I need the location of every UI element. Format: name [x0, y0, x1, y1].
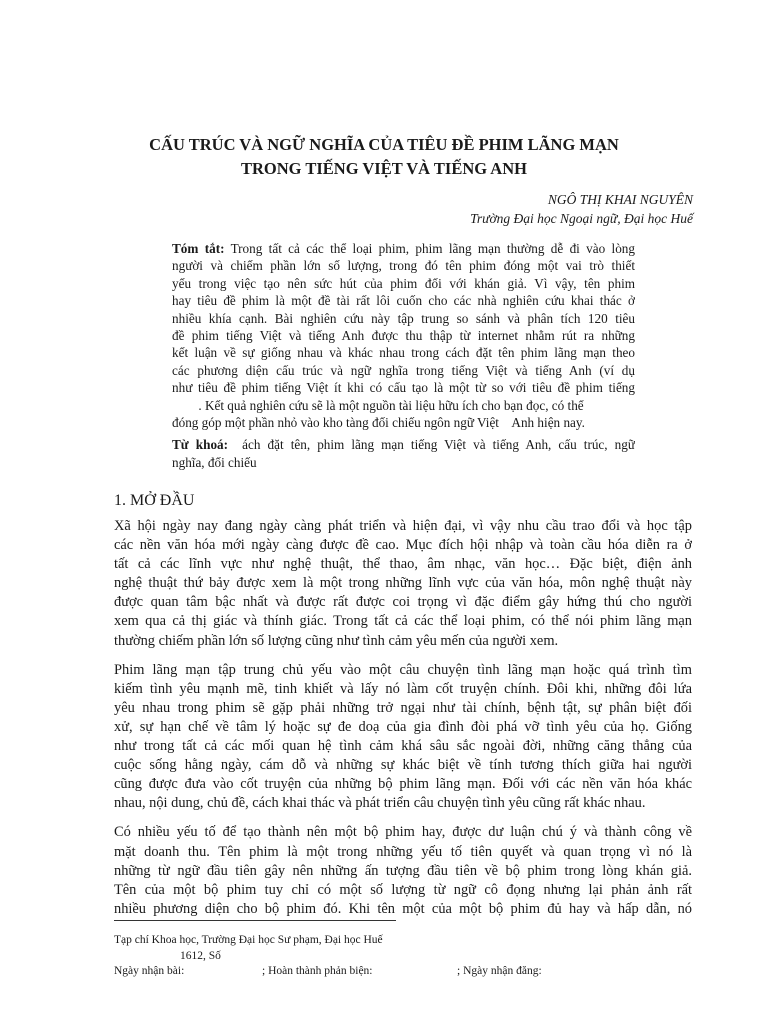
abstract-line: kết luận về sự giống nhau và khác nhau trong cách đặt tên phim lãng mạn theo: [172, 345, 635, 361]
text-line: những từ ngữ đầu tiên gây nên những ấn tượng đầu tiên về bộ phim trong lòng khán giả.: [114, 862, 692, 879]
text-line: xử, sự hạn chế về tâm lý hoặc sự đe doạ của gia đình đòi phá vỡ tình yêu của họ. Giống: [114, 718, 692, 735]
text-line: mặt doanh thu. Tên phim là một trong những yếu tố tiên quyết và quan trọng vì nó là: [114, 843, 692, 860]
text-line: nghệ thuật thứ bảy được xem là một trong những lĩnh vực của văn hóa, môn nghệ thuật này: [114, 575, 692, 592]
text-line: Có nhiều yếu tố để tạo thành nên một bộ phim hay, được dư luận chú ý và thành công về: [114, 824, 692, 841]
text-line: yêu nhau trong phim sẽ gặp phải những trở ngại như tài chính, bệnh tật, sự phân biệt đối: [114, 699, 692, 716]
paragraph-1: [114, 517, 692, 651]
text-line: như trong tất cả các mối quan hệ tình cảm khá sâu sắc ngoài đời, những căng thẳng của: [114, 738, 692, 755]
text-line: Phim lãng mạn tập trung chủ yếu vào một câu chuyện tình lãng mạn hoặc quá trình tìm: [114, 661, 692, 678]
title-line-1: CẤU TRÚC VÀ NGỮ NGHĨA CỦA TIÊU ĐỀ PHIM LÃNG MẠN: [149, 135, 619, 154]
keywords-text: nghĩa, đối chiếu: [172, 454, 257, 470]
text-line: xem qua cả thị giác và thính giác. Trong tất cả các thể loại phim, có thể nói phim lãng mạn: [114, 613, 692, 630]
keywords-label: Từ khoá:: [172, 437, 229, 453]
footnote-issue: 1612, Số: [180, 949, 221, 962]
text-line: được quan tâm bậc nhất và được rất được coi trọng vì đặc điểm gây hứng thú cho người: [114, 594, 692, 611]
abstract-label: Tóm tắt:: [172, 241, 225, 256]
keywords-text: ách đặt tên, phim lãng mạn tiếng Việt và tiếng Anh, cấu trúc, ngữ: [228, 437, 635, 453]
paragraph-2: [114, 661, 692, 814]
abstract-line: như tiêu đề phim tiếng Việt ít khi có cấu tạo là một từ so với tiêu đề phim tiếng: [172, 380, 635, 396]
abstract-line: Tóm tắt: Trong tất cả các thể loại phim, phim lãng mạn thường dễ đi vào lòng: [172, 241, 635, 256]
paragraph-3: [114, 823, 692, 918]
author-affiliation: Trường Đại học Ngoại ngữ, Đại học Huế: [470, 211, 693, 226]
section-heading: 1. MỞ ĐẦU: [114, 492, 195, 509]
footnote-dates: [114, 964, 692, 980]
abstract-line: đề phim tiếng Việt và tiếng Anh được thu thập từ internet nhằm rút ra những: [172, 328, 635, 344]
footnote-divider: [114, 920, 396, 921]
text-line: tất cả các lĩnh vực như nghệ thuật, thể thao, âm nhạc, văn học… Đặc biệt, điện ảnh: [114, 556, 692, 573]
text-line: Tên của một bộ phim tuy chỉ có một số lượng từ ngữ cô đọng nhưng lại phản ảnh rất: [114, 881, 692, 898]
title-line-2: TRONG TIẾNG VIỆT VÀ TIẾNG ANH: [241, 159, 527, 178]
abstract-line: các phương diện cấu trúc và ngữ nghĩa trong tiếng Việt và tiếng Anh (ví dụ: [172, 362, 635, 378]
text-line: thường chiếm phần lớn số lượng cũng như tình cảm yêu mến của người xem.: [114, 632, 559, 649]
abstract-line: yếu trong việc tạo nên sức hút của phim đối với khán giả. Vì vậy, tên phim: [172, 275, 635, 291]
received-date-label: Ngày nhận bài:: [114, 965, 185, 977]
text-line: cũng được đưa vào cốt truyện của những bộ phim lãng mạn. Đối với các nền văn hóa khác: [114, 776, 692, 793]
text-line: cuộc sống hằng ngày, cám dỗ và những sự khác biệt về tính tương thích giữa hai người: [114, 757, 692, 774]
abstract-line: người và chiếm phần lớn số lượng, trong đó tên phim đóng một vai trò thiết: [172, 258, 635, 274]
abstract-line: . Kết quả nghiên cứu sẽ là một nguồn tài liệu hữu ích cho bạn đọc, có thể: [172, 397, 584, 413]
text-line: các nền văn hóa mới ngày càng được đề cao. Mục đích hội nhập và toàn cầu hóa diễn ra ở: [114, 537, 692, 554]
footnote-journal: Tạp chí Khoa học, Trường Đại học Sư phạm, Đại học Huế: [114, 934, 383, 946]
footnote: [114, 933, 692, 980]
keywords: [172, 436, 635, 471]
review-date-label: ; Hoàn thành phản biện:: [262, 965, 373, 977]
accepted-date-label: ; Ngày nhận đăng:: [457, 965, 542, 977]
body-text: [114, 517, 692, 929]
text-line: nhau, nội dung, chủ đề, cách khai thác và phát triển câu chuyện tình yêu cũng rất khác nhau.: [114, 795, 646, 812]
author-name: NGÔ THỊ KHAI NGUYÊN: [547, 192, 693, 207]
author-block: [470, 190, 693, 228]
abstract-line: nhiều khía cạnh. Bài nghiên cứu này tập trung so sánh và phân tích 120 tiêu: [172, 310, 635, 326]
text-line: nhiều phương diện cho bộ phim đó. Khi tên một của một bộ phim đủ hay và hấp dẫn, nó: [114, 900, 692, 917]
abstract-line: đóng góp một phần nhỏ vào kho tàng đối chiếu ngôn ngữ Việt Anh hiện nay.: [172, 415, 585, 431]
text-line: Xã hội ngày nay đang ngày càng phát triển và hiện đại, vì vậy nhu cầu trao đổi và học tập: [114, 518, 692, 534]
text-line: kiếm tình yêu mạnh mẽ, tinh khiết và lấy nó làm cốt truyện chính. Đôi khi, những đôi lứa: [114, 680, 692, 697]
paper-title: [100, 133, 668, 181]
abstract: [172, 240, 635, 471]
abstract-line: hay tiêu đề phim là một đề tài rất lôi cuốn cho các nhà nghiên cứu khai thác ở: [172, 293, 635, 309]
